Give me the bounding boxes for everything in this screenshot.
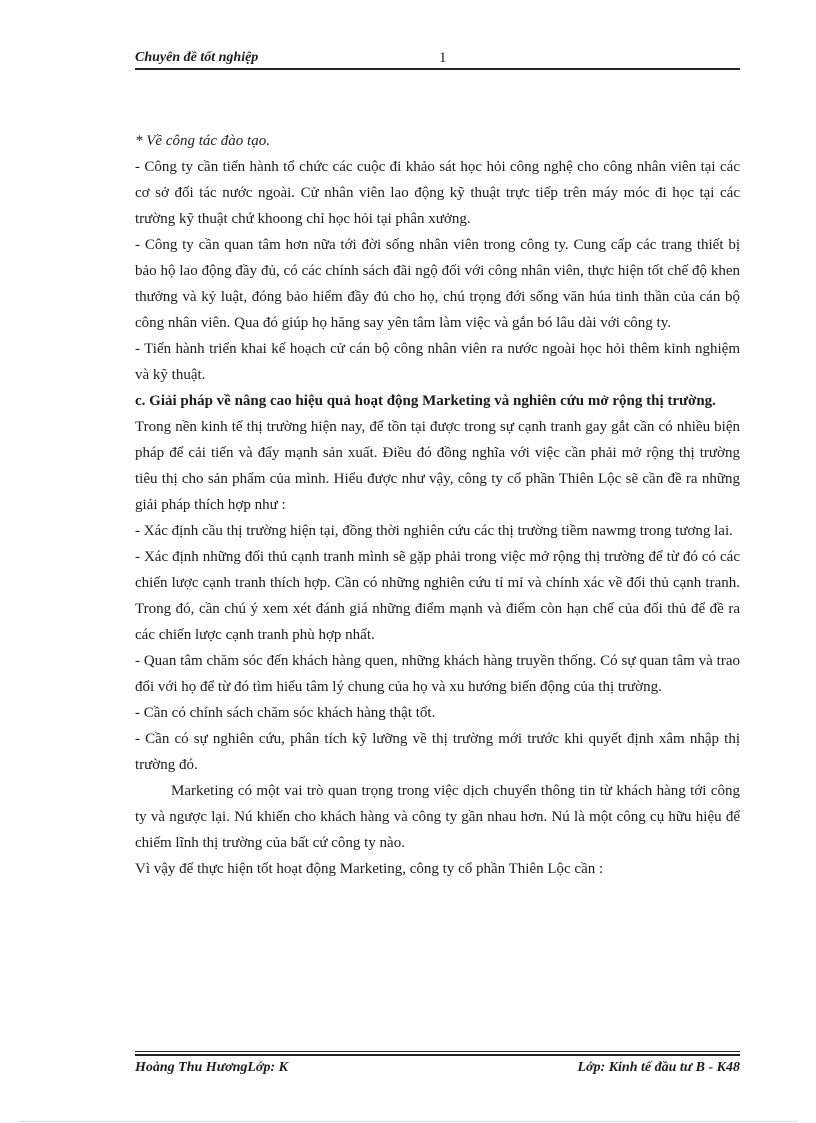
paragraph: - Xác định những đối thủ cạnh tranh mình sẽ gặp phải trong việc mở rộng thị trường để từ đó có các chiến lược cạnh tranh thích hợp. Cần có những nghiên cứu tỉ mỉ và chính xác về đối thủ cạnh tranh. Trong đó, cần chú ý xem xét đánh giá những điểm mạnh và điểm còn hạn chế của đối thủ để đề ra các chiến lược cạnh tranh phù hợp nhất. bbox=[135, 549, 740, 643]
paragraph: - Cần có sự nghiên cứu, phân tích kỹ lưỡng về thị trường mới trước khi quyết định xâm nhập thị trường đó. bbox=[135, 731, 740, 773]
header-rule bbox=[135, 68, 740, 70]
page-number: 1 bbox=[439, 50, 447, 66]
paragraph: Trong nền kinh tế thị trường hiện nay, để tồn tại được trong sự cạnh tranh gay gắt cần có nhiều biện pháp để cải tiến và đẩy mạnh sản xuất. Điều đó đồng nghĩa với việc cần phải mở rộng thị trường tiêu thị cho sản phẩm của mình. Hiểu được như vậy, công ty cổ phần Thiên Lộc sẽ cần đề ra những giải pháp thích hợp như : bbox=[135, 419, 740, 513]
paragraph: Vì vậy để thực hiện tốt hoạt động Marketing, công ty cổ phần Thiên Lộc cần : bbox=[135, 861, 604, 877]
page-footer bbox=[135, 1060, 740, 1082]
page-header bbox=[135, 48, 740, 70]
section-heading: c. Giải pháp về nâng cao hiệu quả hoạt động Marketing và nghiên cứu mở rộng thị trường. bbox=[135, 393, 716, 409]
page-edge bbox=[20, 1121, 796, 1122]
paragraph: - Tiến hành triển khai kế hoạch cử cán bộ công nhân viên ra nước ngoài học hỏi thêm kinh nghiệm và kỹ thuật. bbox=[135, 341, 740, 383]
paragraph: - Quan tâm chăm sóc đến khách hàng quen, những khách hàng truyền thống. Có sự quan tâm và trao đổi với họ để từ đó tìm hiểu tâm lý chung của họ và xu hướng biến động của thị trường. bbox=[135, 653, 740, 695]
footer-class: Lớp: Kinh tế đầu tư B - K48 bbox=[577, 1060, 740, 1075]
document-body bbox=[135, 128, 740, 882]
paragraph: - Xác định cầu thị trường hiện tại, đồng thời nghiên cứu các thị trường tiềm nawmg trong tương lai. bbox=[135, 523, 733, 539]
header-title: Chuyên đề tốt nghiệp bbox=[135, 50, 259, 65]
section-subheading: * Về công tác đào tạo. bbox=[135, 133, 270, 149]
paragraph: Marketing có một vai trò quan trọng trong việc dịch chuyển thông tin từ khách hàng tới công ty và ngược lại. Nú khiến cho khách hàng và công ty gần nhau hơn. Nú là một công cụ hữu hiệu để chiếm lĩnh thị trường của bất cứ công ty nào. bbox=[135, 783, 740, 851]
footer-author: Hoàng Thu HươngLớp: K bbox=[135, 1060, 288, 1075]
paragraph: - Công ty cần tiến hành tổ chức các cuộc đi khảo sát học hỏi công nghệ cho công nhân viên tại các cơ sở đối tác nước ngoài. Cử nhân viên lao động kỹ thuật trực tiếp trên máy móc đi học tại các trường kỹ thuật chứ khoong chỉ học hỏi tại phân xưởng. bbox=[135, 159, 740, 227]
paragraph: - Cần có chính sách chăm sóc khách hàng thật tốt. bbox=[135, 705, 436, 721]
footer-rule bbox=[135, 1054, 740, 1056]
paragraph: - Công ty cần quan tâm hơn nữa tới đời sống nhân viên trong công ty. Cung cấp các trang thiết bị bảo hộ lao động đầy đủ, có các chính sách đãi ngộ đối với công nhân viên, thực hiện tốt chế độ khen thưởng và kỷ luật, đóng bảo hiểm đầy đủ cho họ, chú trọng đới sống văn húa tinh thần của cán bộ công nhân viên. Qua đó giúp họ hăng say yên tâm làm việc và gắn bó lâu dài với công ty. bbox=[135, 237, 740, 331]
footer-rule bbox=[135, 1051, 740, 1052]
